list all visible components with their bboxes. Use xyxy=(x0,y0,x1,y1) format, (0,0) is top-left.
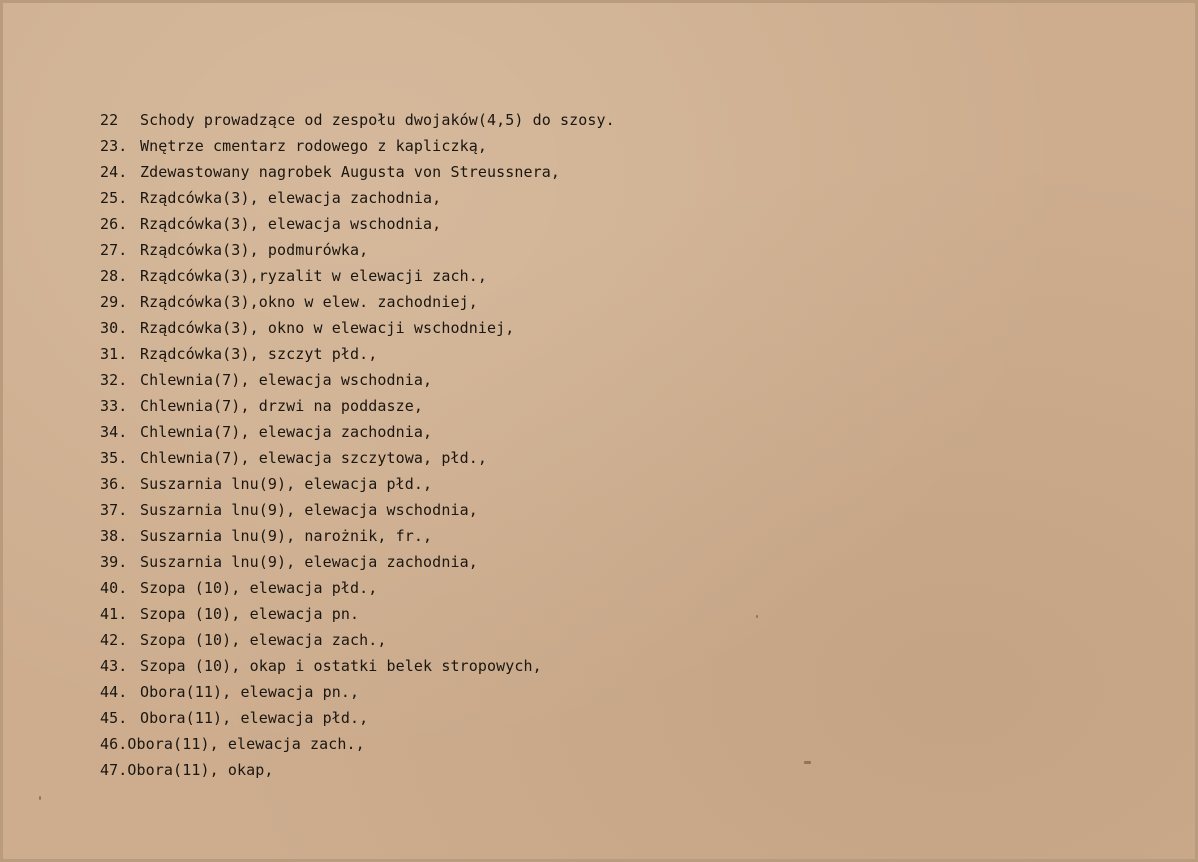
paper-speck xyxy=(804,761,811,764)
list-item xyxy=(100,159,1000,185)
item-number: 43. xyxy=(100,657,128,675)
item-text: Wnętrze cmentarz rodowego z kapliczką, xyxy=(140,137,487,155)
list-item xyxy=(100,601,1000,627)
item-number: 27. xyxy=(100,241,128,259)
list-item xyxy=(100,497,1000,523)
item-number: 23. xyxy=(100,137,128,155)
item-number: 30. xyxy=(100,319,128,337)
item-number: 45. xyxy=(100,709,128,727)
item-text: Obora(11), elewacja płd., xyxy=(140,709,369,727)
list-item xyxy=(100,679,1000,705)
item-number: 26. xyxy=(100,215,128,233)
photo-caption-list xyxy=(100,107,1000,783)
paper-speck xyxy=(756,615,758,618)
item-text: Rządcówka(3),okno w elew. zachodniej, xyxy=(140,293,478,311)
list-item xyxy=(100,523,1000,549)
item-text: Rządcówka(3), elewacja zachodnia, xyxy=(140,189,442,207)
item-number: 44. xyxy=(100,683,128,701)
item-text: Suszarnia lnu(9), elewacja wschodnia, xyxy=(140,501,478,519)
list-item xyxy=(100,731,1000,757)
list-item xyxy=(100,133,1000,159)
item-text: Obora(11), elewacja pn., xyxy=(140,683,360,701)
list-item xyxy=(100,549,1000,575)
list-item xyxy=(100,367,1000,393)
item-number: 42. xyxy=(100,631,128,649)
list-item xyxy=(100,705,1000,731)
item-text: Zdewastowany nagrobek Augusta von Streussnera, xyxy=(140,163,561,181)
item-number: 38. xyxy=(100,527,128,545)
item-text: Szopa (10), elewacja pn. xyxy=(140,605,360,623)
list-item xyxy=(100,289,1000,315)
item-text: Chlewnia(7), elewacja zachodnia, xyxy=(140,423,433,441)
list-item xyxy=(100,341,1000,367)
item-text: Szopa (10), okap i ostatki belek stropowych, xyxy=(140,657,542,675)
list-item xyxy=(100,627,1000,653)
item-number: 46. xyxy=(100,735,128,753)
item-number: 29. xyxy=(100,293,128,311)
list-item xyxy=(100,757,1000,783)
paper-speck xyxy=(39,796,41,800)
item-text: Szopa (10), elewacja zach., xyxy=(140,631,387,649)
item-number: 28. xyxy=(100,267,128,285)
item-number: 37. xyxy=(100,501,128,519)
item-number: 36. xyxy=(100,475,128,493)
list-item xyxy=(100,107,1000,133)
item-number: 24. xyxy=(100,163,128,181)
item-number: 25. xyxy=(100,189,128,207)
list-item xyxy=(100,211,1000,237)
list-item xyxy=(100,445,1000,471)
item-number: 31. xyxy=(100,345,128,363)
list-item xyxy=(100,653,1000,679)
list-item xyxy=(100,185,1000,211)
item-text: Rządcówka(3),ryzalit w elewacji zach., xyxy=(140,267,487,285)
item-text: Suszarnia lnu(9), elewacja zachodnia, xyxy=(140,553,478,571)
item-text: Obora(11), okap, xyxy=(127,761,274,779)
item-text: Rządcówka(3), szczyt płd., xyxy=(140,345,378,363)
list-item xyxy=(100,419,1000,445)
item-text: Chlewnia(7), elewacja szczytowa, płd., xyxy=(140,449,487,467)
item-number: 35. xyxy=(100,449,128,467)
list-item xyxy=(100,237,1000,263)
list-item xyxy=(100,393,1000,419)
item-text: Suszarnia lnu(9), narożnik, fr., xyxy=(140,527,433,545)
item-number: 39. xyxy=(100,553,128,571)
item-text: Szopa (10), elewacja płd., xyxy=(140,579,378,597)
item-text: Chlewnia(7), drzwi na poddasze, xyxy=(140,397,424,415)
item-text: Rządcówka(3), elewacja wschodnia, xyxy=(140,215,442,233)
item-text: Chlewnia(7), elewacja wschodnia, xyxy=(140,371,433,389)
list-item xyxy=(100,315,1000,341)
item-number: 47. xyxy=(100,761,128,779)
item-number: 32. xyxy=(100,371,128,389)
item-text: Rządcówka(3), okno w elewacji wschodniej, xyxy=(140,319,515,337)
item-text: Rządcówka(3), podmurówka, xyxy=(140,241,369,259)
item-number: 40. xyxy=(100,579,128,597)
item-number: 22 xyxy=(100,111,119,129)
item-number: 34. xyxy=(100,423,128,441)
item-text: Schody prowadzące od zespołu dwojaków(4,5) do szosy. xyxy=(140,111,615,129)
item-text: Suszarnia lnu(9), elewacja płd., xyxy=(140,475,433,493)
item-number: 41. xyxy=(100,605,128,623)
list-item xyxy=(100,263,1000,289)
list-item xyxy=(100,575,1000,601)
item-number: 33. xyxy=(100,397,128,415)
item-text: Obora(11), elewacja zach., xyxy=(127,735,365,753)
list-item xyxy=(100,471,1000,497)
